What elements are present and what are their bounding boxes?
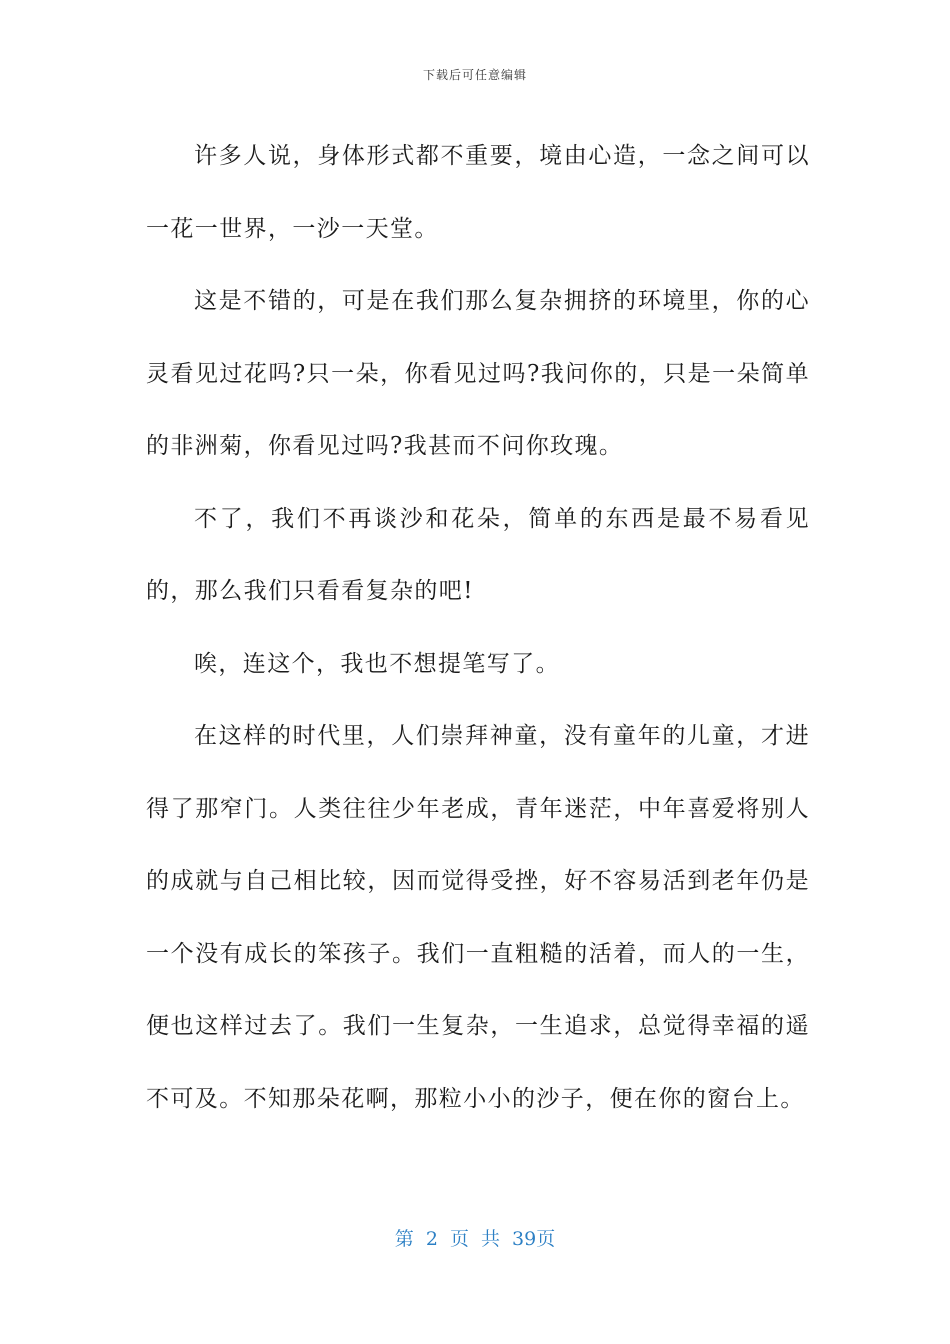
paragraph: 唉，连这个，我也不想提笔写了。: [194, 650, 560, 677]
paragraph: 在这样的时代里，人们崇拜神童，没有童年的儿童，才进得了那窄门。人类往往少年老成，青年迷茫，中年喜爱将别人的成就与自己相比较，因而觉得受挫，好不容易活到老年仍是一个没有成长的笨孩子。我们一直粗糙的活着，而人的一生，便也这样过去了。我们一生复杂，一生追求，总觉得幸福的遥不可及。不知那朵花啊，那粒小小的沙子，便在你的窗台上。: [146, 723, 810, 1112]
page-number-footer: 第 2 页 共 39页: [394, 1228, 556, 1250]
page-header-note: 下载后可任意编辑: [422, 68, 527, 82]
document-body: [146, 120, 810, 1135]
paragraph: 这是不错的，可是在我们那么复杂拥挤的环境里，你的心灵看见过花吗?只一朵，你看见过吗?我问你的，只是一朵简单的非洲菊，你看见过吗?我甚而不问你玫瑰。: [146, 288, 810, 459]
paragraph: 许多人说，身体形式都不重要，境由心造，一念之间可以一花一世界，一沙一天堂。: [146, 143, 810, 242]
paragraph: 不了，我们不再谈沙和花朵，简单的东西是最不易看见的，那么我们只看看复杂的吧!: [146, 505, 810, 604]
